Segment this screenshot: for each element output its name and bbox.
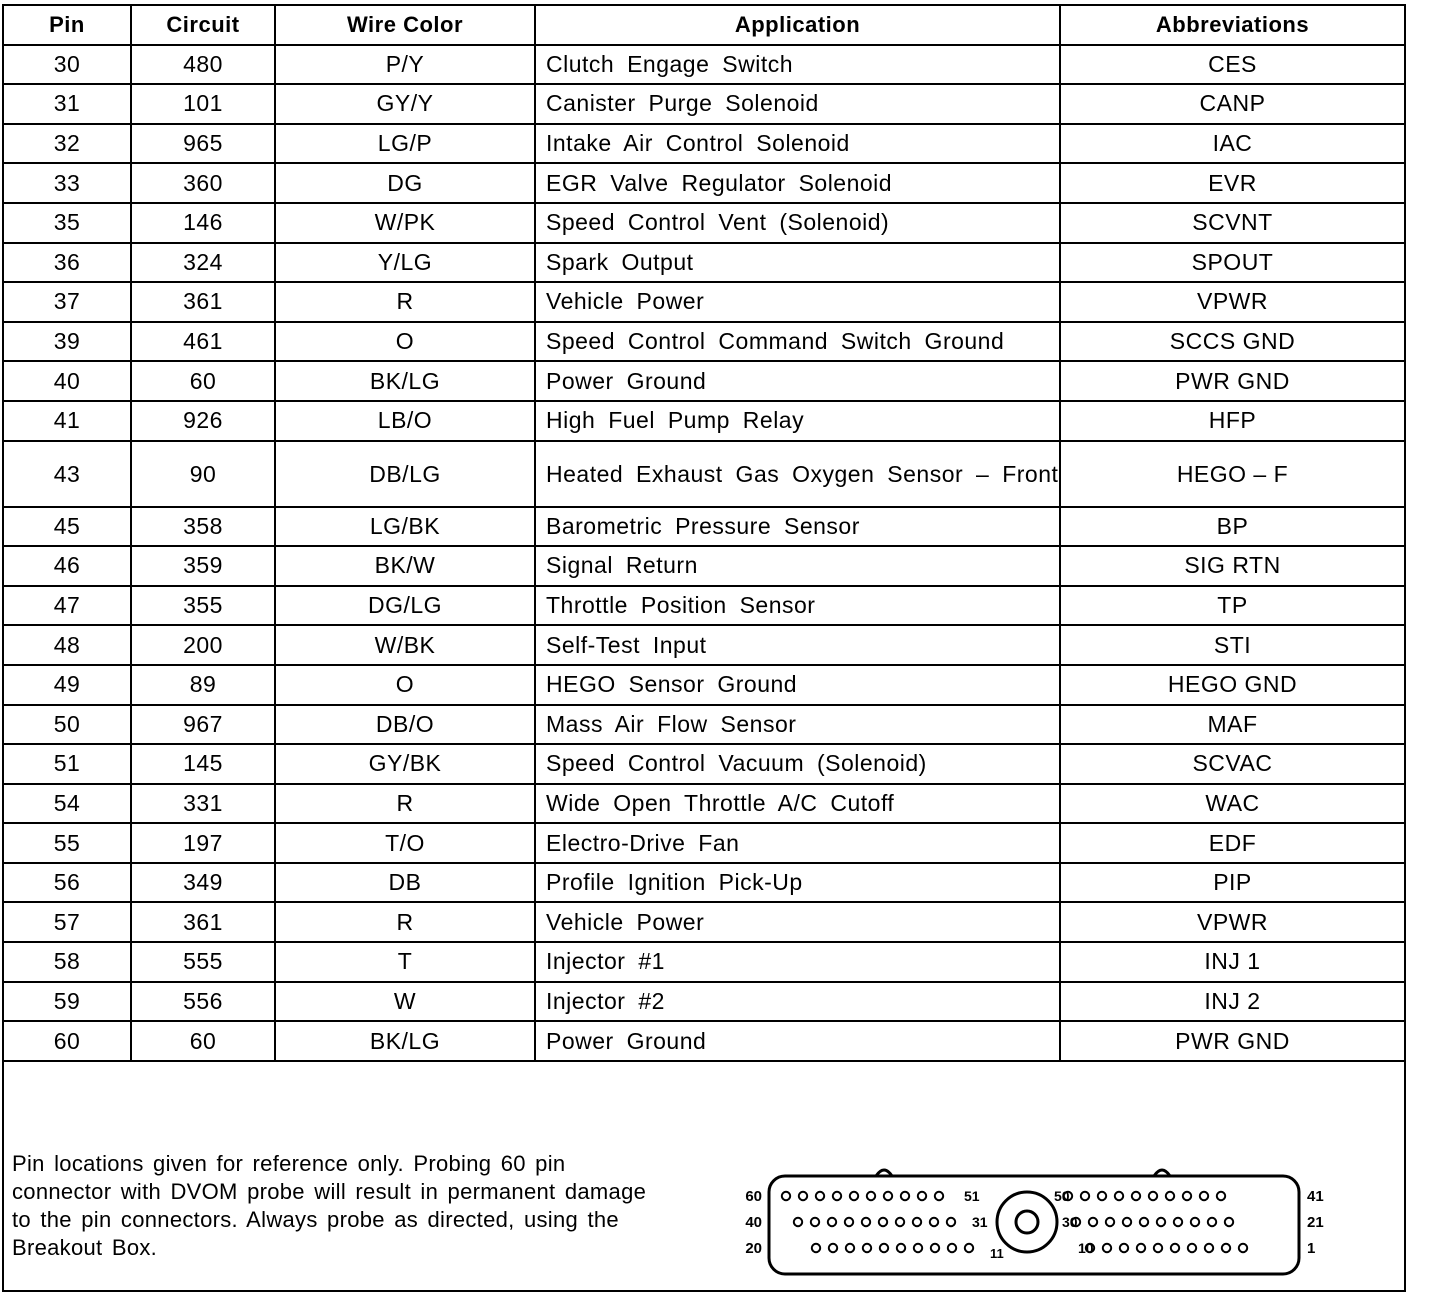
connector-pin [884,1192,892,1200]
table-row [4,507,1404,547]
cell-application: Vehicle Power [535,282,1060,322]
cell-circuit: 556 [131,982,275,1022]
cell-abbreviation: INJ 1 [1060,942,1404,982]
cell-circuit: 324 [131,243,275,283]
connector-pin [1089,1218,1097,1226]
cell-abbreviation: PIP [1060,863,1404,903]
connector-pin [965,1244,973,1252]
cell-wire-color: O [275,322,535,362]
cell-pin: 46 [4,546,131,586]
connector-pin [935,1192,943,1200]
table-row [4,243,1404,283]
cell-abbreviation: HEGO – F [1060,441,1404,507]
connector-pin [1115,1192,1123,1200]
table-row [4,45,1404,85]
cell-pin: 50 [4,705,131,745]
cell-circuit: 145 [131,744,275,784]
cell-abbreviation: SCCS GND [1060,322,1404,362]
connector-pin [1137,1244,1145,1252]
cell-wire-color: LG/BK [275,507,535,547]
cell-wire-color: DB [275,863,535,903]
cell-circuit: 360 [131,163,275,203]
cell-pin: 39 [4,322,131,362]
cell-circuit: 200 [131,625,275,665]
connector-pin [799,1192,807,1200]
connector-pin [846,1244,854,1252]
connector-pin [1166,1192,1174,1200]
connector-pin [1174,1218,1182,1226]
cell-application: Barometric Pressure Sensor [535,507,1060,547]
cell-circuit: 967 [131,705,275,745]
table-header-row [4,6,1404,45]
connector-pin [782,1192,790,1200]
cell-circuit: 349 [131,863,275,903]
cell-application: Speed Control Command Switch Ground [535,322,1060,362]
connector-pin [1200,1192,1208,1200]
connector-pin [833,1192,841,1200]
cell-wire-color: T [275,942,535,982]
pin-label-left: 60 [745,1188,762,1205]
table-row [4,942,1404,982]
cell-abbreviation: WAC [1060,784,1404,824]
cell-pin: 36 [4,243,131,283]
cell-abbreviation: EVR [1060,163,1404,203]
connector-pin [1157,1218,1165,1226]
cell-application: Injector #2 [535,982,1060,1022]
table-row [4,982,1404,1022]
connector-pin [1191,1218,1199,1226]
cell-abbreviation: IAC [1060,124,1404,164]
table-row [4,84,1404,124]
connector-pin [1106,1218,1114,1226]
connector-pin [1140,1218,1148,1226]
cell-circuit: 90 [131,441,275,507]
cell-abbreviation: CES [1060,45,1404,85]
cell-pin: 40 [4,361,131,401]
cell-application: Clutch Engage Switch [535,45,1060,85]
cell-application: Power Ground [535,361,1060,401]
table-row [4,322,1404,362]
connector-pin [897,1244,905,1252]
cell-circuit: 197 [131,823,275,863]
cell-abbreviation: STI [1060,625,1404,665]
connector-pin [1188,1244,1196,1252]
pin-label-inner-left: 11 [990,1246,1004,1261]
connector-pin [1239,1244,1247,1252]
center-bolt-inner [1016,1211,1038,1233]
cell-wire-color: BK/LG [275,1021,535,1061]
cell-abbreviation: EDF [1060,823,1404,863]
cell-wire-color: Y/LG [275,243,535,283]
cell-wire-color: T/O [275,823,535,863]
cell-circuit: 89 [131,665,275,705]
cell-pin: 56 [4,863,131,903]
connector-pin [1217,1192,1225,1200]
cell-application: Signal Return [535,546,1060,586]
connector-pin [930,1218,938,1226]
connector-pin [914,1244,922,1252]
cell-pin: 33 [4,163,131,203]
cell-pin: 49 [4,665,131,705]
connector-pin [863,1244,871,1252]
cell-pin: 57 [4,902,131,942]
cell-abbreviation: TP [1060,586,1404,626]
cell-circuit: 361 [131,282,275,322]
connector-pin [1225,1218,1233,1226]
cell-abbreviation: PWR GND [1060,1021,1404,1061]
pin-label-inner-right: 50 [1054,1188,1070,1204]
header-application: Application [535,6,1060,45]
cell-wire-color: GY/Y [275,84,535,124]
cell-wire-color: O [275,665,535,705]
connector-pin [829,1244,837,1252]
pin-label-left: 40 [745,1214,762,1231]
cell-pin: 51 [4,744,131,784]
connector-pin [867,1192,875,1200]
cell-application: Injector #1 [535,942,1060,982]
cell-abbreviation: BP [1060,507,1404,547]
connector-pin [931,1244,939,1252]
table-row [4,744,1404,784]
cell-application: Wide Open Throttle A/C Cutoff [535,784,1060,824]
cell-abbreviation: VPWR [1060,902,1404,942]
cell-pin: 58 [4,942,131,982]
table-row [4,1021,1404,1061]
cell-application: Canister Purge Solenoid [535,84,1060,124]
cell-circuit: 480 [131,45,275,85]
header-wire-color: Wire Color [275,6,535,45]
connector-pin [947,1218,955,1226]
connector-pin [1154,1244,1162,1252]
connector-pin [879,1218,887,1226]
table-row [4,361,1404,401]
connector-pin [1081,1192,1089,1200]
pin-label-inner-right: 10 [1078,1240,1094,1256]
cell-wire-color: GY/BK [275,744,535,784]
cell-pin: 41 [4,401,131,441]
cell-wire-color: LG/P [275,124,535,164]
cell-wire-color: W/BK [275,625,535,665]
cell-abbreviation: PWR GND [1060,361,1404,401]
cell-application: Self-Test Input [535,625,1060,665]
cell-abbreviation: HFP [1060,401,1404,441]
cell-circuit: 355 [131,586,275,626]
connector-pin [1171,1244,1179,1252]
cell-circuit: 965 [131,124,275,164]
cell-circuit: 331 [131,784,275,824]
cell-pin: 48 [4,625,131,665]
cell-application: Intake Air Control Solenoid [535,124,1060,164]
cell-application: Vehicle Power [535,902,1060,942]
reference-note: Pin locations given for reference only. Probing 60 pin connector with DVOM probe will result in permanent damage to the pin connectors. Always probe as directed, using the Breakout Box. [12,1151,647,1260]
cell-wire-color: R [275,784,535,824]
cell-abbreviation: CANP [1060,84,1404,124]
pin-label-right: 1 [1307,1240,1316,1257]
connector-pin [1149,1192,1157,1200]
cell-wire-color: LB/O [275,401,535,441]
cell-wire-color: R [275,282,535,322]
connector-pin [1222,1244,1230,1252]
connector-pin [901,1192,909,1200]
pin-label-left: 20 [745,1240,762,1257]
cell-wire-color: W/PK [275,203,535,243]
table-row [4,203,1404,243]
connector-pin [896,1218,904,1226]
cell-pin: 60 [4,1021,131,1061]
table-row [4,665,1404,705]
cell-pin: 35 [4,203,131,243]
cell-application: Mass Air Flow Sensor [535,705,1060,745]
connector-pin [1132,1192,1140,1200]
connector-housing [769,1176,1299,1274]
connector-pin [812,1244,820,1252]
cell-application: Speed Control Vent (Solenoid) [535,203,1060,243]
cell-circuit: 60 [131,1021,275,1061]
table-row [4,586,1404,626]
cell-wire-color: DB/O [275,705,535,745]
cell-circuit: 359 [131,546,275,586]
header-circuit: Circuit [131,6,275,45]
connector-pin [828,1218,836,1226]
connector-pin [845,1218,853,1226]
connector-pin [862,1218,870,1226]
cell-application: EGR Valve Regulator Solenoid [535,163,1060,203]
cell-abbreviation: SCVAC [1060,744,1404,784]
cell-circuit: 926 [131,401,275,441]
pinout-table [4,6,1404,1062]
header-pin: Pin [4,6,131,45]
table-row [4,282,1404,322]
cell-pin: 55 [4,823,131,863]
cell-circuit: 361 [131,902,275,942]
connector-pin [1205,1244,1213,1252]
connector-diagram [724,1156,1344,1286]
cell-abbreviation: MAF [1060,705,1404,745]
cell-application: Throttle Position Sensor [535,586,1060,626]
table-row [4,546,1404,586]
cell-pin: 43 [4,441,131,507]
cell-pin: 30 [4,45,131,85]
cell-pin: 31 [4,84,131,124]
cell-application: Electro-Drive Fan [535,823,1060,863]
table-row [4,163,1404,203]
cell-application: Heated Exhaust Gas Oxygen Sensor – Front [535,441,1060,507]
cell-wire-color: DB/LG [275,441,535,507]
cell-wire-color: R [275,902,535,942]
table-row [4,705,1404,745]
table-row [4,625,1404,665]
connector-pin [794,1218,802,1226]
table-row [4,863,1404,903]
cell-circuit: 461 [131,322,275,362]
cell-pin: 32 [4,124,131,164]
cell-abbreviation: INJ 2 [1060,982,1404,1022]
cell-application: Profile Ignition Pick-Up [535,863,1060,903]
header-abbreviations: Abbreviations [1060,6,1404,45]
connector-pin [811,1218,819,1226]
center-bolt-outer [997,1192,1057,1252]
cell-abbreviation: SCVNT [1060,203,1404,243]
connector-pin [913,1218,921,1226]
cell-wire-color: BK/W [275,546,535,586]
connector-pin [880,1244,888,1252]
cell-circuit: 555 [131,942,275,982]
cell-pin: 45 [4,507,131,547]
table-row [4,401,1404,441]
connector-pin [1208,1218,1216,1226]
connector-pin [850,1192,858,1200]
table-row [4,823,1404,863]
connector-pin [1123,1218,1131,1226]
cell-pin: 37 [4,282,131,322]
cell-wire-color: W [275,982,535,1022]
cell-application: HEGO Sensor Ground [535,665,1060,705]
cell-application: Spark Output [535,243,1060,283]
cell-application: Speed Control Vacuum (Solenoid) [535,744,1060,784]
cell-pin: 47 [4,586,131,626]
cell-abbreviation: HEGO GND [1060,665,1404,705]
pin-label-right: 41 [1307,1188,1324,1205]
connector-pin [1183,1192,1191,1200]
cell-wire-color: BK/LG [275,361,535,401]
connector-pin [1098,1192,1106,1200]
cell-abbreviation: SPOUT [1060,243,1404,283]
cell-wire-color: DG [275,163,535,203]
pin-label-inner-left: 31 [972,1214,988,1230]
connector-pin [1120,1244,1128,1252]
cell-circuit: 101 [131,84,275,124]
table-row [4,784,1404,824]
connector-pin [918,1192,926,1200]
cell-wire-color: DG/LG [275,586,535,626]
cell-application: High Fuel Pump Relay [535,401,1060,441]
connector-pin [1103,1244,1111,1252]
cell-circuit: 60 [131,361,275,401]
table-row [4,124,1404,164]
connector-pin [816,1192,824,1200]
cell-pin: 54 [4,784,131,824]
table-row [4,902,1404,942]
connector-pin [948,1244,956,1252]
cell-pin: 59 [4,982,131,1022]
cell-application: Power Ground [535,1021,1060,1061]
cell-circuit: 358 [131,507,275,547]
cell-circuit: 146 [131,203,275,243]
cell-abbreviation: SIG RTN [1060,546,1404,586]
table-row [4,441,1404,507]
pin-label-right: 21 [1307,1214,1324,1231]
pinout-sheet [2,4,1406,1292]
cell-abbreviation: VPWR [1060,282,1404,322]
pin-label-inner-right: 30 [1062,1214,1078,1230]
table-body [4,45,1404,1061]
cell-wire-color: P/Y [275,45,535,85]
pin-label-inner-left: 51 [964,1188,980,1204]
